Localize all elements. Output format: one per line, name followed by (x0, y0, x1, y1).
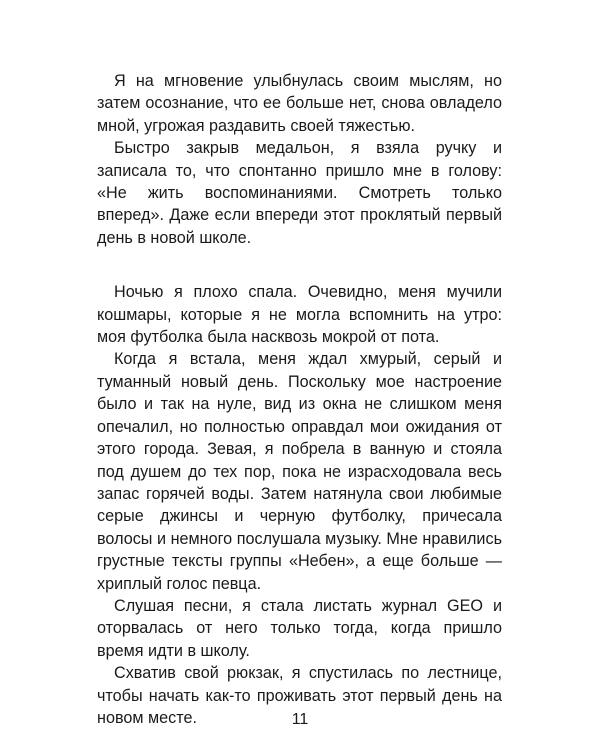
paragraph-6: Схватив свой рюкзак, я спустилась по лестнице, чтобы начать как-то проживать этот первый день на новом месте. (97, 664, 502, 727)
paragraph-3: Ночью я плохо спала. Очевидно, меня мучили кошмары, которые я не могла вспомнить на утро: моя футболка была насквозь мокрой от пота. (97, 283, 502, 347)
page-number: 11 (291, 711, 309, 728)
paragraph-2: Быстро закрыв медальон, я взяла ручку и записала то, что спонтанно пришло мне в голову: «Не жить воспоминаниями. Смотреть только вперед». Даже если впереди этот проклятый первый день в новой школе. (97, 139, 502, 247)
book-page-text (97, 70, 502, 729)
paragraph-5: Слушая песни, я стала листать журнал GEO и оторвалась от него только тогда, когда пришло время идти в школу. (97, 596, 502, 660)
paragraph-4: Когда я встала, меня ждал хмурый, серый и туманный новый день. Поскольку мое настроение было и так на нуле, вид из окна не слишком меня опечалил, но полностью оправдал мои ожидания от этого города. Зевая, я побрела в ванную и стояла под душем до тех пор, пока не израсходовала весь запас горячей воды. Затем натянула свои любимые серые джинсы и черную футболку, причесала волосы и немного послушала музыку. Мне нравились грустные тексты группы «Небен», а еще больше — хриплый голос певца. (97, 350, 502, 593)
section-break (97, 249, 502, 281)
paragraph-1: Я на мгновение улыбнулась своим мыслям, но затем осознание, что ее больше нет, снова овладело мной, угрожая раздавить своей тяжестью. (97, 72, 502, 135)
